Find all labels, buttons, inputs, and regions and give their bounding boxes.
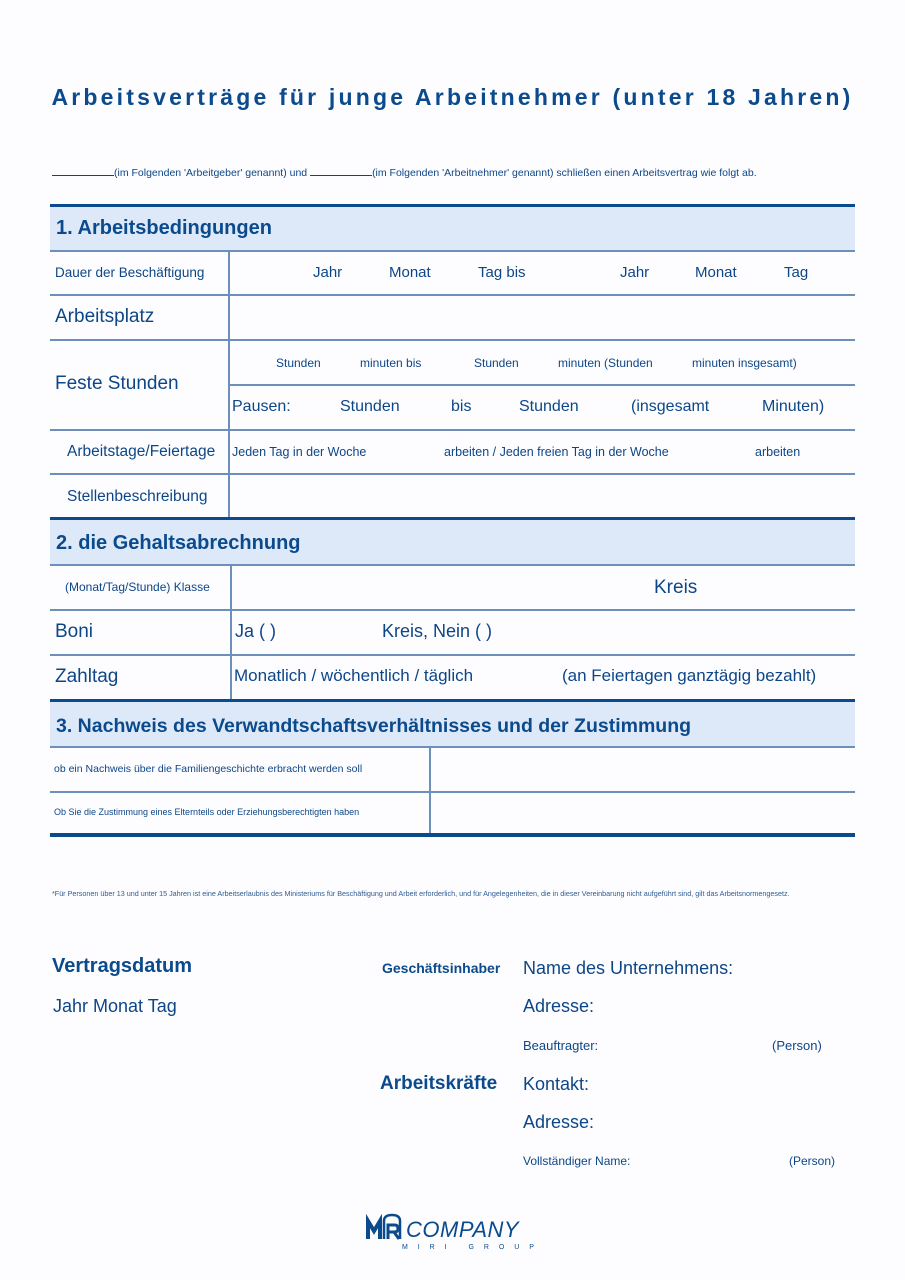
free-days-per-week[interactable]: arbeiten / Jeden freien Tag in der Woche xyxy=(444,445,669,459)
family-proof-input[interactable] xyxy=(433,748,853,791)
workdays-per-week[interactable]: Jeden Tag in der Woche xyxy=(232,445,367,459)
section-2-header xyxy=(50,517,855,566)
bonus-label: Boni xyxy=(55,621,94,642)
company-name-field[interactable]: Name des Unternehmens: xyxy=(523,958,734,978)
row-workplace xyxy=(50,296,855,341)
hours-total-minutes[interactable]: minuten insgesamt) xyxy=(692,356,797,370)
hours-start-hours[interactable]: Stunden xyxy=(276,356,321,370)
worker-label: Arbeitskräfte xyxy=(380,1073,498,1094)
row-family-proof xyxy=(50,748,855,793)
workplace-input[interactable] xyxy=(231,296,851,339)
duration-start-year[interactable]: Jahr xyxy=(313,264,343,281)
payday-label: Zahltag xyxy=(55,666,119,687)
hours-end-hours[interactable]: Stunden xyxy=(474,356,519,370)
worker-contact-field[interactable]: Kontakt: xyxy=(523,1074,590,1094)
job-description-label: Stellenbeschreibung xyxy=(67,488,208,505)
company-logo xyxy=(366,1213,546,1258)
section-3-table xyxy=(50,699,855,839)
duration-start-month[interactable]: Monat xyxy=(389,264,431,281)
section-3-bottom-rule xyxy=(50,833,855,837)
duration-end-month[interactable]: Monat xyxy=(695,264,737,281)
intro-part1: (im Folgenden 'Arbeitgeber' genannt) und xyxy=(114,167,311,179)
salary-class-value[interactable]: Kreis xyxy=(654,577,698,598)
hours-end-minutes[interactable]: minuten (Stunden xyxy=(558,356,653,370)
footnote: *Für Personen über 13 und unter 15 Jahren ist eine Arbeitserlaubnis des Ministeriums für Beschäftigung und Arbeit erforderlich, und für Angelegenheiten, die in dieser Vereinbarung nicht aufgeführt sind, gilt das Arbeitsnormengesetz. xyxy=(52,889,790,898)
duration-end-year[interactable]: Jahr xyxy=(620,264,650,281)
bonus-yes[interactable]: Ja ( ) xyxy=(235,621,277,641)
worker-address-field[interactable]: Adresse: xyxy=(523,1112,595,1132)
row-fixed-hours xyxy=(50,341,855,431)
owner-address-field[interactable]: Adresse: xyxy=(523,996,595,1016)
duration-label: Dauer der Beschäftigung xyxy=(55,265,205,280)
workdays-label: Arbeitstage/Feiertage xyxy=(67,443,216,460)
fixed-hours-label: Feste Stunden xyxy=(55,373,179,394)
section-1-header xyxy=(50,204,855,252)
logo-subtitle: M I R I G R O U P xyxy=(402,1244,538,1251)
duration-end-day[interactable]: Tag xyxy=(784,264,809,281)
break-start-hours[interactable]: Stunden xyxy=(340,398,400,415)
owner-label: Geschäftsinhaber xyxy=(382,960,501,976)
representative-field[interactable]: Beauftragter: xyxy=(523,1038,599,1053)
break-minutes: Minuten) xyxy=(762,398,825,415)
section-2-column-divider xyxy=(230,566,232,699)
worker-person: (Person) xyxy=(789,1154,836,1168)
payday-holiday-note: (an Feiertagen ganztägig bezahlt) xyxy=(562,666,817,685)
row-workdays xyxy=(50,431,855,475)
bonus-no[interactable]: Kreis, Nein ( ) xyxy=(382,621,493,641)
logo-wordmark: COMPANY xyxy=(406,1217,520,1242)
duration-start-day[interactable]: Tag bis xyxy=(478,264,526,281)
break-label: Pausen: xyxy=(232,398,291,415)
hours-start-minutes[interactable]: minuten bis xyxy=(360,356,422,370)
employer-blank[interactable] xyxy=(52,165,114,176)
row-job-description xyxy=(50,475,855,520)
row-duration xyxy=(50,252,855,296)
row-payday xyxy=(50,656,855,699)
row-bonus xyxy=(50,611,855,656)
family-proof-label: ob ein Nachweis über die Familiengeschichte erbracht werden soll xyxy=(54,763,363,775)
section-1-column-divider xyxy=(228,252,230,520)
section-3-heading: 3. Nachweis des Verwandtschaftsverhältnisses und der Zustimmung xyxy=(56,715,692,737)
document-title: Arbeitsverträge für junge Arbeitnehmer (unter 18 Jahren) xyxy=(51,84,854,110)
workplace-label: Arbeitsplatz xyxy=(55,306,155,327)
section-1-table xyxy=(50,204,855,520)
break-bis: bis xyxy=(451,398,472,415)
break-total[interactable]: (insgesamt xyxy=(631,398,710,415)
employee-blank[interactable] xyxy=(310,165,372,176)
job-description-input[interactable] xyxy=(231,475,851,518)
representative-person: (Person) xyxy=(772,1038,822,1053)
section-2-heading: 2. die Gehaltsabrechnung xyxy=(56,532,301,554)
payday-frequency[interactable]: Monatlich / wöchentlich / täglich xyxy=(234,666,474,685)
section-2-table xyxy=(50,517,855,703)
salary-class-label: (Monat/Tag/Stunde) Klasse xyxy=(65,580,210,594)
intro-part2: (im Folgenden 'Arbeitnehmer' genannt) schließen einen Arbeitsvertrag wie folgt ab. xyxy=(372,167,757,179)
row-salary-class xyxy=(50,566,855,611)
break-end-hours[interactable]: Stunden xyxy=(519,398,579,415)
contract-date-value[interactable]: Jahr Monat Tag xyxy=(53,996,177,1016)
intro-sentence xyxy=(52,165,757,179)
free-days-work: arbeiten xyxy=(755,445,801,459)
section-1-heading: 1. Arbeitsbedingungen xyxy=(56,217,272,239)
section-3-header xyxy=(50,699,855,748)
contract-date-label: Vertragsdatum xyxy=(52,955,193,977)
mr-logo-mark-icon xyxy=(366,1213,406,1241)
section-3-column-divider xyxy=(429,748,431,835)
parental-consent-label: Ob Sie die Zustimmung eines Elternteils oder Erziehungsberechtigten haben xyxy=(54,807,360,817)
row-parental-consent xyxy=(50,793,855,835)
worker-full-name-field[interactable]: Vollständiger Name: xyxy=(523,1154,631,1168)
parental-consent-input[interactable] xyxy=(433,793,853,833)
fixed-hours-divider xyxy=(229,384,855,386)
